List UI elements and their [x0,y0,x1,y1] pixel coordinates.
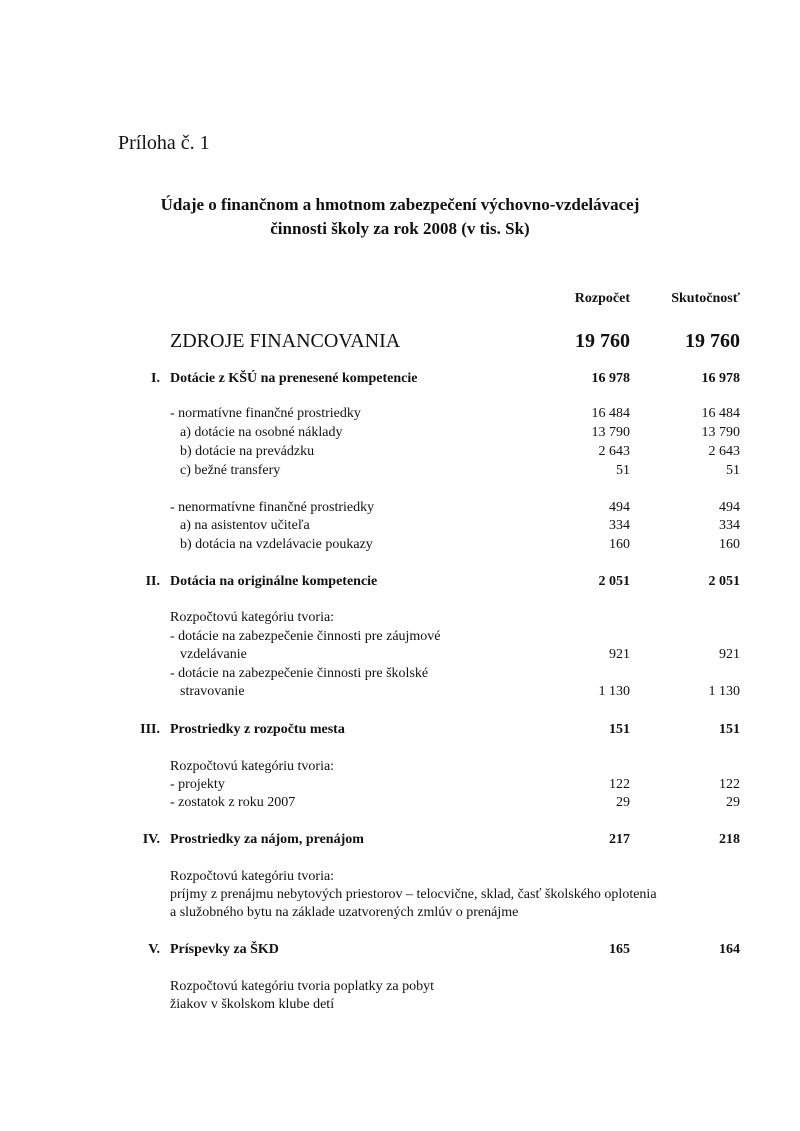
row-label: b) dotácie na prevádzku [180,444,315,459]
section-4-actual: 218 [719,832,740,847]
row-actual: 494 [719,500,740,515]
section-4-label: Prostriedky za nájom, prenájom [170,832,364,847]
row-label: - projekty [170,777,225,792]
row-actual: 16 484 [701,406,740,421]
section-4-note-line2: a služobného bytu na základe uzatvorených zmlúv o prenájme [170,905,519,920]
section-4-budget: 217 [609,832,630,847]
section-5-budget: 165 [609,942,630,957]
section-2-intro: Rozpočtovú kategóriu tvoria: [170,610,335,625]
row-budget: 16 484 [591,406,630,421]
row-actual: 29 [726,795,740,810]
row-actual: 13 790 [701,425,740,440]
row-label-continued: vzdelávanie [180,647,247,662]
annex-label: Príloha č. 1 [118,132,210,154]
row-budget: 29 [616,795,630,810]
section-3-label: Prostriedky z rozpočtu mesta [170,722,345,737]
row-budget: 494 [609,500,630,515]
row-label: a) dotácie na osobné náklady [180,425,343,440]
row-budget: 160 [609,537,630,552]
row-label: - dotácie na zabezpečenie činnosti pre školské [170,666,429,681]
section-1-budget: 16 978 [591,371,630,386]
section-3-budget: 151 [609,722,630,737]
section-2-number: II. [145,574,160,589]
row-actual: 334 [719,518,740,533]
row-budget: 13 790 [591,425,630,440]
section-3-intro: Rozpočtovú kategóriu tvoria: [170,759,335,774]
section-1-number: I. [151,371,160,386]
row-label: c) bežné transfery [180,463,281,478]
section-5-note-line1: Rozpočtovú kategóriu tvoria poplatky za pobyt [170,979,434,994]
row-budget: 122 [609,777,630,792]
section-3-number: III. [140,722,160,737]
section-1-label: Dotácie z KŠÚ na prenesené kompetencie [170,371,418,386]
section-4-intro: Rozpočtovú kategóriu tvoria: [170,869,335,884]
row-label: - dotácie na zabezpečenie činnosti pre záujmové [170,629,441,644]
row-label: b) dotácia na vzdelávacie poukazy [180,537,373,552]
column-header-actual: Skutočnosť [671,291,740,306]
total-actual: 19 760 [685,330,740,352]
section-2-actual: 2 051 [708,574,740,589]
section-2-label: Dotácia na originálne kompetencie [170,574,378,589]
row-budget: 2 643 [598,444,630,459]
document-title-line1: Údaje o finančnom a hmotnom zabezpečení výchovno-vzdelávacej [160,195,640,214]
section-3-actual: 151 [719,722,740,737]
section-5-actual: 164 [719,942,740,957]
column-header-budget: Rozpočet [574,291,630,306]
row-budget: 51 [616,463,630,478]
total-budget: 19 760 [575,330,630,352]
row-actual: 921 [719,647,740,662]
row-actual: 1 130 [708,684,740,699]
row-label: - normatívne finančné prostriedky [170,406,361,421]
section-1-actual: 16 978 [701,371,740,386]
row-budget: 334 [609,518,630,533]
total-label: ZDROJE FINANCOVANIA [170,330,401,352]
section-4-note-line1: príjmy z prenájmu nebytových priestorov – telocvične, sklad, časť školského oplotenia [170,887,657,902]
row-actual: 2 643 [708,444,740,459]
row-label: a) na asistentov učiteľa [180,518,310,533]
row-label-continued: stravovanie [180,684,245,699]
row-actual: 160 [719,537,740,552]
document-title-line2: činnosti školy za rok 2008 (v tis. Sk) [270,219,530,238]
row-budget: 921 [609,647,630,662]
section-2-budget: 2 051 [598,574,630,589]
row-actual: 122 [719,777,740,792]
section-4-number: IV. [142,832,160,847]
row-budget: 1 130 [598,684,630,699]
section-5-note-line2: žiakov v školskom klube detí [170,997,335,1012]
row-label: - zostatok z roku 2007 [170,795,296,810]
section-5-label: Príspevky za ŠKD [170,942,279,957]
row-actual: 51 [726,463,740,478]
row-label: - nenormatívne finančné prostriedky [170,500,375,515]
section-5-number: V. [148,942,160,957]
